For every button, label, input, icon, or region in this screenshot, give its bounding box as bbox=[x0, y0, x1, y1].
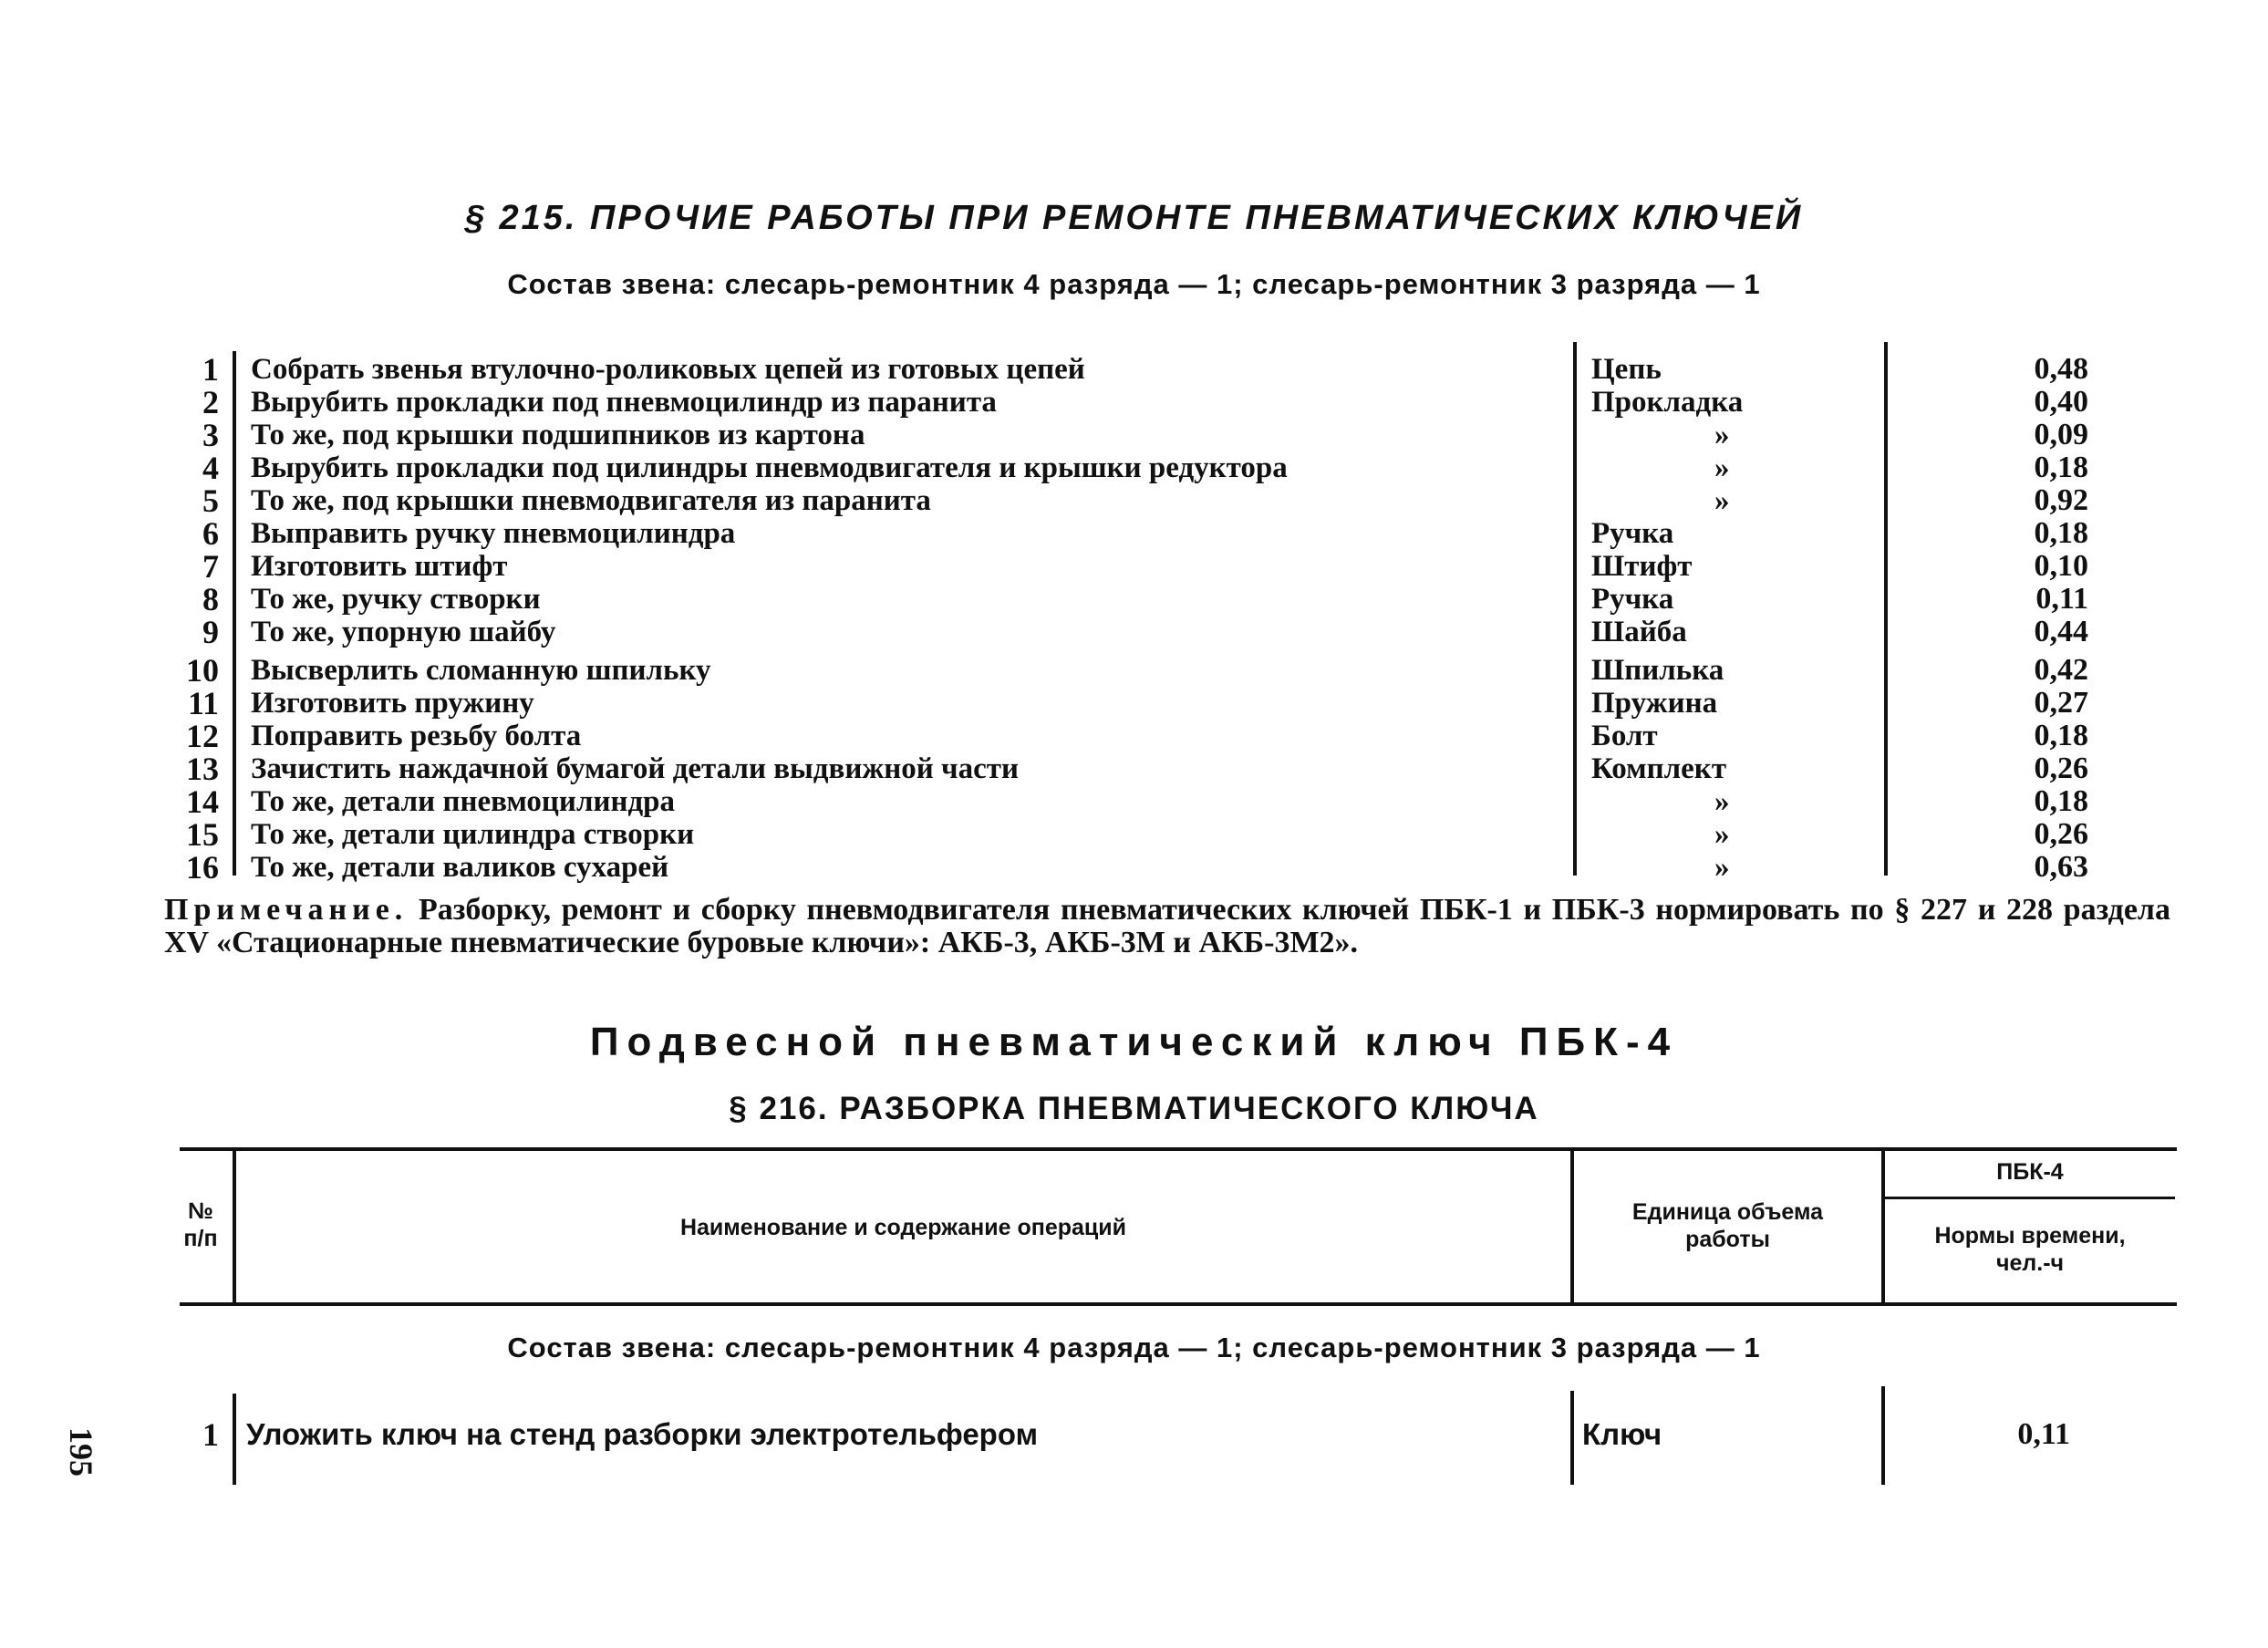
work-unit: Прокладка bbox=[1591, 386, 1744, 419]
work-unit: Штифт bbox=[1591, 550, 1693, 583]
note-paragraph bbox=[164, 894, 2170, 959]
operation-name: То же, под крышки подшипников из картона bbox=[251, 419, 865, 451]
operation-name: То же, под крышки пневмодвигателя из паранита bbox=[251, 484, 931, 517]
header-norm-line1: Нормы времени, bbox=[1934, 1223, 2126, 1249]
time-norm: 0,18 bbox=[2034, 516, 2088, 550]
operation-name: Собрать звенья втулочно-роликовых цепей из готовых цепей bbox=[251, 353, 1085, 386]
time-norm: 0,26 bbox=[2034, 817, 2088, 851]
time-norm: 0,40 bbox=[2034, 385, 2088, 419]
header-norm-line2: чел.-ч bbox=[1995, 1250, 2065, 1276]
section-215-crew: Состав звена: слесарь-ремонтник 4 разряда — 1; слесарь-ремонтник 3 разряда — 1 bbox=[507, 268, 1761, 300]
time-norm: 0,26 bbox=[2034, 751, 2088, 785]
table-216-left-rule bbox=[233, 1394, 236, 1485]
header-unit-line2: работы bbox=[1685, 1227, 1770, 1252]
operation-name: То же, детали валиков сухарей bbox=[251, 851, 669, 884]
header-name: Наименование и содержание операций bbox=[679, 1215, 1127, 1240]
work-unit: » bbox=[1714, 451, 1730, 484]
header-unit bbox=[1574, 1198, 1881, 1253]
row-number: 16 bbox=[186, 849, 219, 886]
note-text: Разборку, ремонт и сборку пневмодвигателя пневматических ключей ПБК-1 и ПБК-3 нормировать по § 227 и 228 раздела XV «Стационарные пневматические буровые ключи»: АКБ-3, АКБ-3М и АКБ-3М2». bbox=[164, 893, 2171, 959]
work-unit: Цепь bbox=[1591, 353, 1662, 386]
work-unit: » bbox=[1714, 484, 1730, 517]
work-unit: » bbox=[1714, 818, 1730, 851]
operation-name: Вырубить прокладки под цилиндры пневмодвигателя и крышки редуктора bbox=[251, 451, 1288, 484]
time-norm: 0,27 bbox=[2034, 686, 2088, 720]
table-216-right-rule bbox=[1881, 1386, 1885, 1485]
operation-name: Вырубить прокладки под пневмоцилиндр из паранита bbox=[251, 386, 997, 419]
section-216-title: § 216. РАЗБОРКА ПНЕВМАТИЧЕСКОГО КЛЮЧА bbox=[729, 1091, 1539, 1126]
header-num-line1: № bbox=[188, 1198, 213, 1224]
operation-name: То же, ручку створки bbox=[251, 583, 541, 616]
time-norm: 0,09 bbox=[2034, 418, 2088, 451]
header-norm bbox=[1885, 1222, 2175, 1277]
operation-name: То же, упорную шайбу bbox=[251, 616, 556, 648]
work-unit: Ручка bbox=[1591, 517, 1674, 550]
time-norm: 0,48 bbox=[2034, 352, 2088, 386]
time-norm: 0,18 bbox=[2034, 451, 2088, 484]
work-unit: Шпилька bbox=[1591, 654, 1724, 687]
header-num-line2: п/п bbox=[183, 1226, 218, 1251]
operation-name: Поправить резьбу болта bbox=[251, 720, 582, 752]
work-unit: » bbox=[1714, 785, 1730, 818]
row-number: 12 bbox=[186, 718, 219, 754]
note-lead: Примечание. bbox=[164, 893, 409, 927]
row-number: 13 bbox=[186, 751, 219, 787]
row-number: 5 bbox=[202, 482, 219, 519]
row-number: 6 bbox=[202, 515, 219, 552]
operation-name: Выправить ручку пневмоцилиндра bbox=[251, 517, 736, 550]
header-unit-line1: Единица объема bbox=[1631, 1199, 1824, 1225]
time-norm: 0,63 bbox=[2034, 850, 2088, 884]
row-number: 2 bbox=[202, 384, 219, 420]
row-number: 1 bbox=[202, 1416, 219, 1453]
time-norm: 0,42 bbox=[2034, 653, 2088, 687]
work-unit: Комплект bbox=[1591, 752, 1727, 785]
work-unit: Болт bbox=[1591, 720, 1658, 752]
time-norm: 0,92 bbox=[2034, 483, 2088, 517]
work-unit: Ключ bbox=[1582, 1417, 1662, 1451]
row-number: 7 bbox=[202, 548, 219, 585]
row-number: 3 bbox=[202, 417, 219, 453]
section-216-crew: Состав звена: слесарь-ремонтник 4 разряда — 1; слесарь-ремонтник 3 разряда — 1 bbox=[507, 1332, 1761, 1363]
operation-name: То же, детали пневмоцилиндра bbox=[251, 785, 676, 818]
table-215-right-rule bbox=[1884, 342, 1888, 876]
work-unit: » bbox=[1714, 851, 1730, 884]
row-number: 8 bbox=[202, 581, 219, 617]
time-norm: 0,18 bbox=[2034, 784, 2088, 818]
time-norm: 0,11 bbox=[2035, 582, 2088, 616]
header-top-rule bbox=[180, 1147, 2177, 1151]
row-number: 1 bbox=[202, 351, 219, 388]
section-215-title: § 215. ПРОЧИЕ РАБОТЫ ПРИ РЕМОНТЕ ПНЕВМАТИЧЕСКИХ КЛЮЧЕЙ bbox=[464, 199, 1804, 237]
row-number: 14 bbox=[186, 783, 219, 820]
work-unit: Ручка bbox=[1591, 583, 1674, 616]
table-216-mid-rule bbox=[1570, 1391, 1574, 1485]
row-number: 9 bbox=[202, 614, 219, 650]
page-number: 195 bbox=[63, 1427, 99, 1477]
operation-name: Изготовить штифт bbox=[251, 550, 508, 583]
row-number: 15 bbox=[186, 816, 219, 853]
time-norm: 0,10 bbox=[2034, 549, 2088, 583]
row-number: 4 bbox=[202, 450, 219, 486]
operation-name: То же, детали цилиндра створки bbox=[251, 818, 695, 851]
time-norm: 0,11 bbox=[2017, 1417, 2070, 1451]
header-num bbox=[169, 1197, 233, 1252]
work-unit: » bbox=[1714, 419, 1730, 451]
table-215-left-rule bbox=[233, 351, 236, 876]
operation-name: Уложить ключ на стенд разборки электротельфером bbox=[246, 1417, 1038, 1451]
header-bottom-rule bbox=[180, 1302, 2177, 1306]
operation-name: Зачистить наждачной бумагой детали выдвижной части bbox=[251, 752, 1020, 785]
table-215-mid-rule bbox=[1573, 342, 1577, 876]
row-number: 11 bbox=[187, 685, 219, 721]
operation-name: Изготовить пружину bbox=[251, 687, 534, 720]
header-group: ПБК-4 bbox=[1996, 1159, 2064, 1185]
time-norm: 0,18 bbox=[2034, 719, 2088, 752]
header-group-rule bbox=[1885, 1197, 2175, 1199]
work-unit: Шайба bbox=[1591, 616, 1687, 648]
subheading: Подвесной пневматический ключ ПБК-4 bbox=[589, 1020, 1679, 1064]
operation-name: Высверлить сломанную шпильку bbox=[251, 654, 711, 687]
work-unit: Пружина bbox=[1591, 687, 1718, 720]
time-norm: 0,44 bbox=[2034, 615, 2088, 648]
row-number: 10 bbox=[186, 652, 219, 689]
